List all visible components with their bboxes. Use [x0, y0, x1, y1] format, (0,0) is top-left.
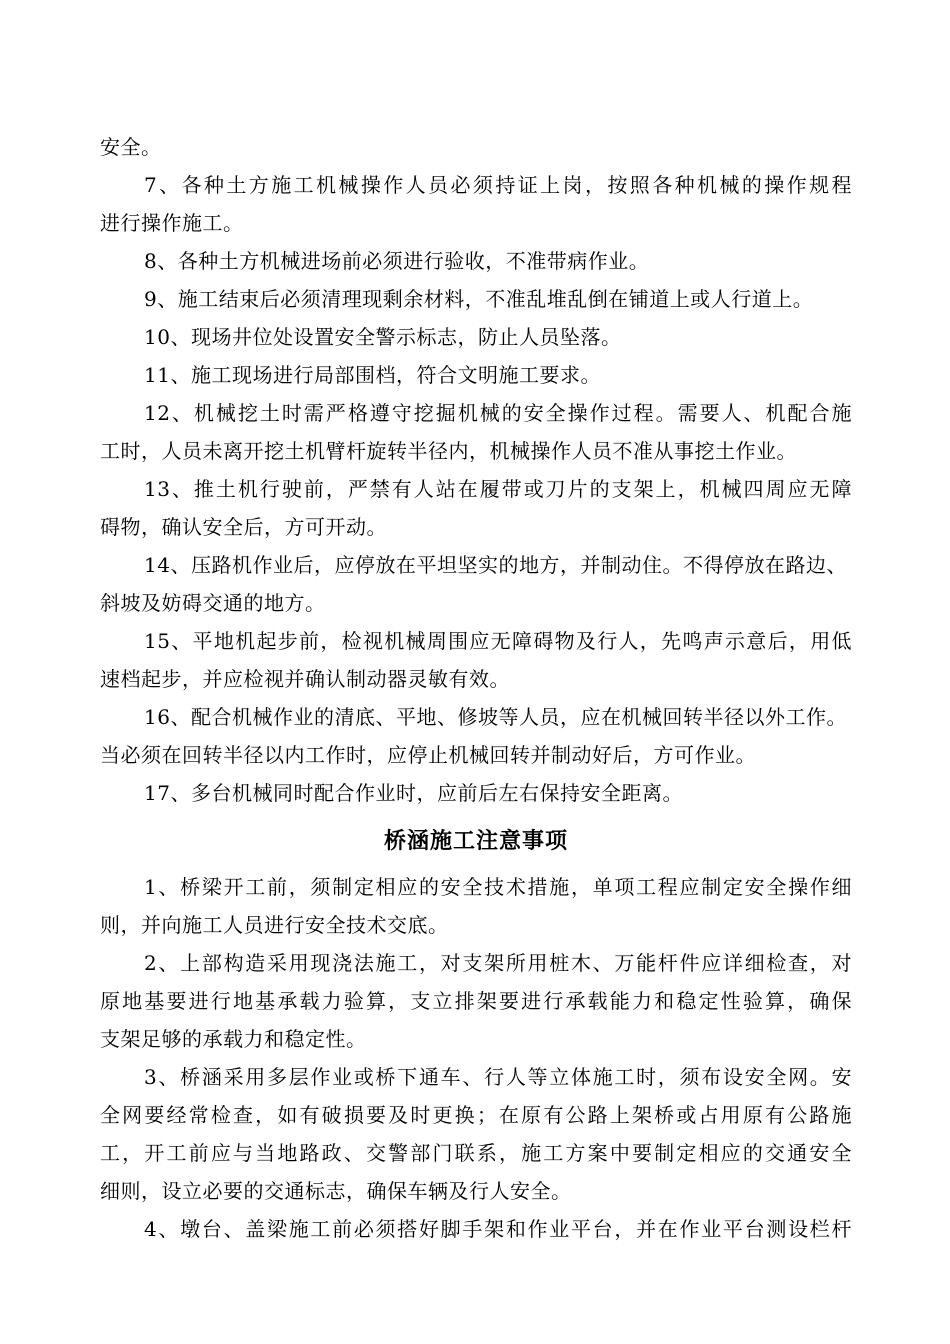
text-line: 17、多台机械同时配合作业时，应前后左右保持安全距离。 — [144, 781, 683, 805]
text-line: 斜坡及妨碍交通的地方。 — [100, 591, 326, 615]
text-line: 细则，设立必要的交通标志，确保车辆及行人安全。 — [100, 1179, 572, 1203]
text-line: 15、平地机起步前，检视机械周围应无障碍物及行人，先鸣声示意后，用低 — [144, 629, 852, 653]
section-heading: 桥涵施工注意事项 — [383, 829, 568, 854]
text-line: 13、推土机行驶前，严禁有人站在履带或刀片的支架上，机械四周应无障 — [144, 477, 852, 501]
text-line: 当必须在回转半径以内工作时，应停止机械回转并制动好后，方可作业。 — [100, 743, 756, 767]
text-line: 7、各种土方施工机械操作人员必须持证上岗，按照各种机械的操作规程 — [144, 173, 852, 197]
text-line: 工时，人员未离开挖土机臂杆旋转半径内，机械操作人员不准从事挖土作业。 — [100, 439, 797, 463]
text-line: 支架足够的承载力和稳定性。 — [100, 1027, 367, 1051]
text-line: 全网要经常检查，如有破损要及时更换；在原有公路上架桥或占用原有公路施 — [100, 1103, 852, 1127]
text-line: 则，并向施工人员进行安全技术交底。 — [100, 913, 449, 937]
text-line: 16、配合机械作业的清底、平地、修坡等人员，应在机械回转半径以外工作。 — [144, 705, 847, 729]
text-line: 安全。 — [100, 135, 162, 159]
text-line: 原地基要进行地基承载力验算，支立排架要进行承载能力和稳定性验算，确保 — [100, 989, 852, 1013]
text-line: 14、压路机作业后，应停放在平坦坚实的地方，并制动住。不得停放在路边、 — [144, 553, 847, 577]
text-line: 2、上部构造采用现浇法施工，对支架所用桩木、万能杆件应详细检查，对 — [144, 951, 852, 975]
document-page — [100, 128, 852, 1248]
text-line: 11、施工现场进行局部围档，符合文明施工要求。 — [144, 363, 601, 387]
text-line: 3、桥涵采用多层作业或桥下通车、行人等立体施工时，须布设安全网。安 — [144, 1065, 852, 1089]
text-line: 1、桥梁开工前，须制定相应的安全技术措施，单项工程应制定安全操作细 — [144, 875, 852, 899]
text-line: 工，开工前应与当地路政、交警部门联系，施工方案中要制定相应的交通安全 — [100, 1141, 852, 1165]
text-line: 4、墩台、盖梁施工前必须搭好脚手架和作业平台，并在作业平台测设栏杆 — [144, 1217, 852, 1241]
text-line: 碍物，确认安全后，方可开动。 — [100, 515, 387, 539]
text-line: 速档起步，并应检视并确认制动器灵敏有效。 — [100, 667, 510, 691]
text-line: 9、施工结束后必须清理现剩余材料，不准乱堆乱倒在铺道上或人行道上。 — [144, 287, 814, 311]
text-line: 12、机械挖土时需严格遵守挖掘机械的安全操作过程。需要人、机配合施 — [144, 401, 852, 425]
text-line: 10、现场井位处设置安全警示标志，防止人员坠落。 — [144, 325, 622, 349]
text-line: 进行操作施工。 — [100, 211, 244, 235]
text-line: 8、各种土方机械进场前必须进行验收，不准带病作业。 — [144, 249, 650, 273]
